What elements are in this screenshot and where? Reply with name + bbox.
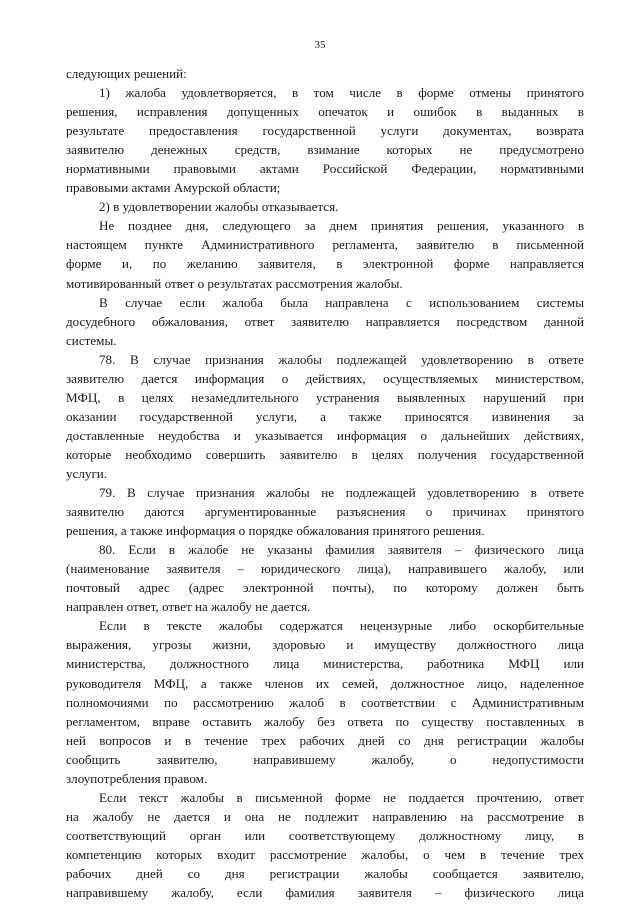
text-line: настоящем пункте Административного регламента, заявителю в письменной bbox=[66, 237, 584, 253]
text-line: досудебного обжалования, ответ заявителю направляется посредством данной bbox=[66, 313, 584, 329]
text-line: злоупотребления правом. bbox=[66, 770, 208, 786]
text-line: мотивированный ответ о результатах рассмотрения жалобы. bbox=[66, 275, 403, 291]
text-line: В случае если жалоба была направлена с использованием системы bbox=[99, 294, 584, 310]
text-line: которые необходимо совершить заявителю в целях получения государственной bbox=[66, 446, 584, 462]
document-body bbox=[66, 64, 584, 902]
text-line: оказании государственной услуги, а также приносятся извинения за bbox=[66, 408, 584, 424]
text-line: направлен ответ, ответ на жалобу не дается. bbox=[66, 599, 311, 615]
text-line: министерства, должностного лица министерства, работника МФЦ или bbox=[66, 656, 584, 672]
text-line: правовыми актами Амурской области; bbox=[66, 180, 281, 196]
text-line: заявителю даются аргументированные разъяснения о причинах принятого bbox=[66, 504, 584, 520]
text-line: соответствующий орган или соответствующему должностному лицу, в bbox=[66, 827, 584, 843]
page-number: 35 bbox=[314, 39, 326, 51]
text-line: Если в тексте жалобы содержатся нецензурные либо оскорбительные bbox=[99, 618, 584, 634]
text-line: выражения, угрозы жизни, здоровью и имуществу должностного лица bbox=[66, 637, 584, 653]
text-line: услуги. bbox=[66, 465, 108, 481]
text-line: Если текст жалобы в письменной форме не поддается прочтению, ответ bbox=[99, 789, 584, 805]
text-line: форме и, по желанию заявителя, в электронной форме направляется bbox=[66, 256, 584, 272]
text-line: компетенцию которых входит рассмотрение жалобы, о чем в течение трех bbox=[66, 846, 584, 862]
text-line: (наименование заявителя – юридического лица), направившего жалобу, или bbox=[66, 561, 584, 577]
text-line: 1) жалоба удовлетворяется, в том числе в форме отмены принятого bbox=[99, 85, 584, 101]
text-line: регламентом, вправе оставить жалобу без ответа по существу поставленных в bbox=[66, 713, 584, 729]
text-line: 78. В случае признания жалобы подлежащей удовлетворению в ответе bbox=[99, 351, 584, 367]
text-line: Не позднее дня, следующего за днем принятия решения, указанного в bbox=[99, 218, 584, 234]
text-line: сообщить заявителю, направившему жалобу, о недопустимости bbox=[66, 751, 584, 767]
text-line: нормативными правовыми актами Российской Федерации, нормативными bbox=[66, 161, 584, 177]
text-line: 80. Если в жалобе не указаны фамилия заявителя – физического лица bbox=[99, 542, 584, 558]
text-line: направившему жалобу, если фамилия заявителя – физического лица bbox=[66, 885, 584, 901]
text-line: заявителю дается информация о действиях, осуществляемых министерством, bbox=[66, 370, 584, 386]
text-line: почтовый адрес (адрес электронной почты), по которому должен быть bbox=[66, 580, 584, 596]
text-line: заявителю денежных средств, взимание которых не предусмотрено bbox=[66, 142, 584, 158]
text-line: 2) в удовлетворении жалобы отказывается. bbox=[99, 199, 339, 215]
text-line: доставленные неудобства и указывается информация о дальнейших действиях, bbox=[66, 427, 584, 443]
text-line: руководителя МФЦ, а также членов их семей, должностное лицо, наделенное bbox=[66, 675, 584, 691]
text-line: полномочиями по рассмотрению жалоб в соответствии с Административным bbox=[66, 694, 584, 710]
text-line: решения, а также информация о порядке обжалования принятого решения. bbox=[66, 523, 485, 539]
text-line: следующих решений: bbox=[66, 66, 187, 81]
text-line: на жалобу не дается и она не подлежит направлению на рассмотрение в bbox=[66, 808, 584, 824]
text-line: 79. В случае признания жалобы не подлежащей удовлетворению в ответе bbox=[99, 485, 584, 501]
text-line: МФЦ, в целях незамедлительного устранения выявленных нарушений при bbox=[66, 389, 584, 405]
text-line: ней вопросов и в течение трех рабочих дней со дня регистрации жалобы bbox=[66, 732, 584, 748]
text-line: системы. bbox=[66, 332, 117, 348]
text-line: решения, исправления допущенных опечаток и ошибок в выданных в bbox=[66, 104, 584, 120]
text-line: результате предоставления государственной услуги документах, возврата bbox=[66, 123, 584, 139]
text-line: рабочих дней со дня регистрации жалобы сообщается заявителю, bbox=[66, 865, 584, 881]
